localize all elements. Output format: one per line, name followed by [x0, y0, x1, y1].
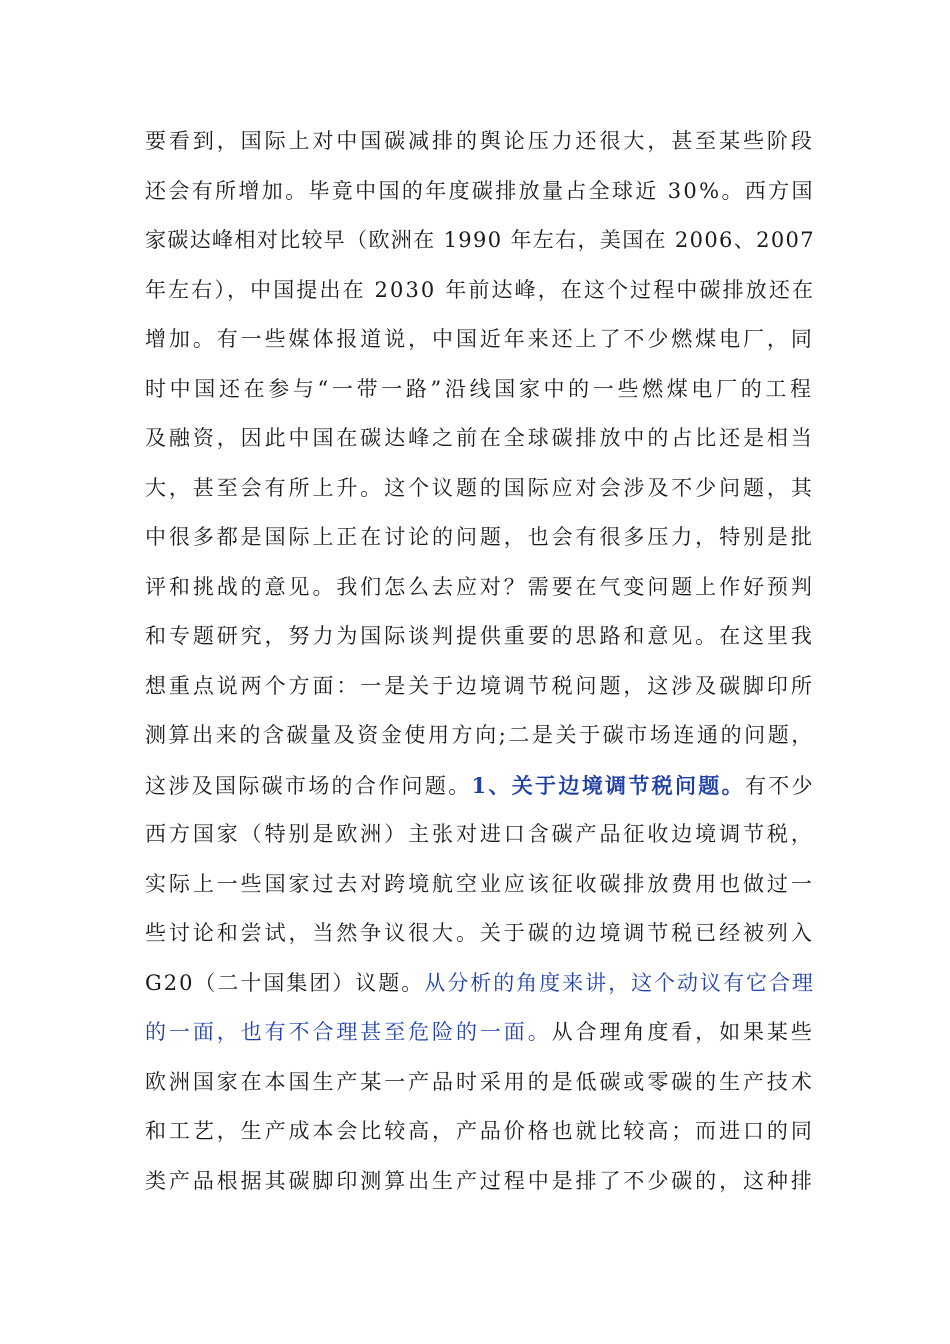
body-text: 评和挑战的意见。我们怎么去应对？需要在气变问题上作好预判 — [145, 574, 815, 599]
text-line — [145, 117, 815, 167]
body-text: 增加。有一些媒体报道说，中国近年来还上了不少燃煤电厂，同 — [145, 327, 815, 351]
body-text: 些讨论和尝试，当然争议很大。关于碳的边境调节税已经被列入 — [145, 921, 815, 945]
text-line — [145, 662, 815, 712]
body-text: 年左右），中国提出在 2030 年前达峰，在这个过程中碳排放还在 — [145, 277, 816, 302]
body-text: 这涉及国际碳市场的合作问题。 — [145, 773, 472, 798]
body-text: 类产品根据其碳脚印测算出生产过程中是排了不少碳的，这种排 — [145, 1168, 815, 1193]
body-text: 中很多都是国际上正在讨论的问题，也会有很多压力，特别是批 — [145, 525, 815, 549]
text-line — [145, 167, 815, 217]
body-text: 及融资，因此中国在碳达峰之前在全球碳排放中的占比还是相当 — [145, 426, 815, 450]
text-line — [145, 315, 815, 365]
text-line — [145, 513, 815, 563]
text-line — [145, 1008, 815, 1058]
text-line — [145, 761, 815, 811]
text-line — [145, 711, 815, 761]
text-line — [145, 909, 815, 959]
body-text: 还会有所增加。毕竟中国的年度碳排放量占全球近 30%。西方国 — [145, 178, 815, 203]
text-line — [145, 612, 815, 662]
text-line — [145, 563, 815, 613]
body-text: 实际上一些国家过去对跨境航空业应该征收碳排放费用也做过一 — [145, 871, 815, 896]
text-line — [145, 1157, 815, 1207]
body-text: 家碳达峰相对比较早（欧洲在 1990 年左右，美国在 2006、2007 — [145, 228, 815, 252]
body-text: 想重点说两个方面：一是关于边境调节税问题，这涉及碳脚印所 — [145, 673, 815, 698]
body-paragraph — [145, 117, 815, 1206]
highlighted-text: 从分析的角度来讲，这个动议有它合理 — [424, 970, 815, 995]
section-heading: 1、关于边境调节税问题。 — [471, 772, 745, 798]
body-text: 大，甚至会有所上升。这个议题的国际应对会涉及不少问题，其 — [145, 475, 815, 500]
text-line — [145, 414, 815, 464]
body-text: G20（二十国集团）议题。 — [145, 970, 425, 995]
text-line — [145, 959, 815, 1009]
text-line — [145, 1107, 815, 1157]
text-line — [145, 860, 815, 910]
body-text: 测算出来的含碳量及资金使用方向;二是关于碳市场连通的问题， — [145, 723, 815, 747]
body-text: 有不少 — [744, 773, 815, 798]
text-line — [145, 365, 815, 415]
body-text: 欧洲国家在本国生产某一产品时采用的是低碳或零碳的生产技术 — [145, 1069, 815, 1094]
body-text: 要看到，国际上对中国碳减排的舆论压力还很大，甚至某些阶段 — [145, 129, 815, 153]
body-text: 和专题研究，努力为国际谈判提供重要的思路和意见。在这里我 — [145, 624, 815, 648]
text-line — [145, 1058, 815, 1108]
body-text: 和工艺，生产成本会比较高，产品价格也就比较高；而进口的同 — [145, 1119, 815, 1143]
body-text: 时中国还在参与“一带一路”沿线国家中的一些燃煤电厂的工程 — [145, 376, 815, 401]
text-line — [145, 810, 815, 860]
text-line — [145, 266, 815, 316]
text-line — [145, 464, 815, 514]
highlighted-text: 的一面，也有不合理甚至危险的一面。 — [145, 1020, 552, 1044]
text-line — [145, 216, 815, 266]
body-text: 从合理角度看，如果某些 — [551, 1020, 815, 1044]
body-text: 西方国家（特别是欧洲）主张对进口含碳产品征收边境调节税， — [145, 822, 815, 846]
